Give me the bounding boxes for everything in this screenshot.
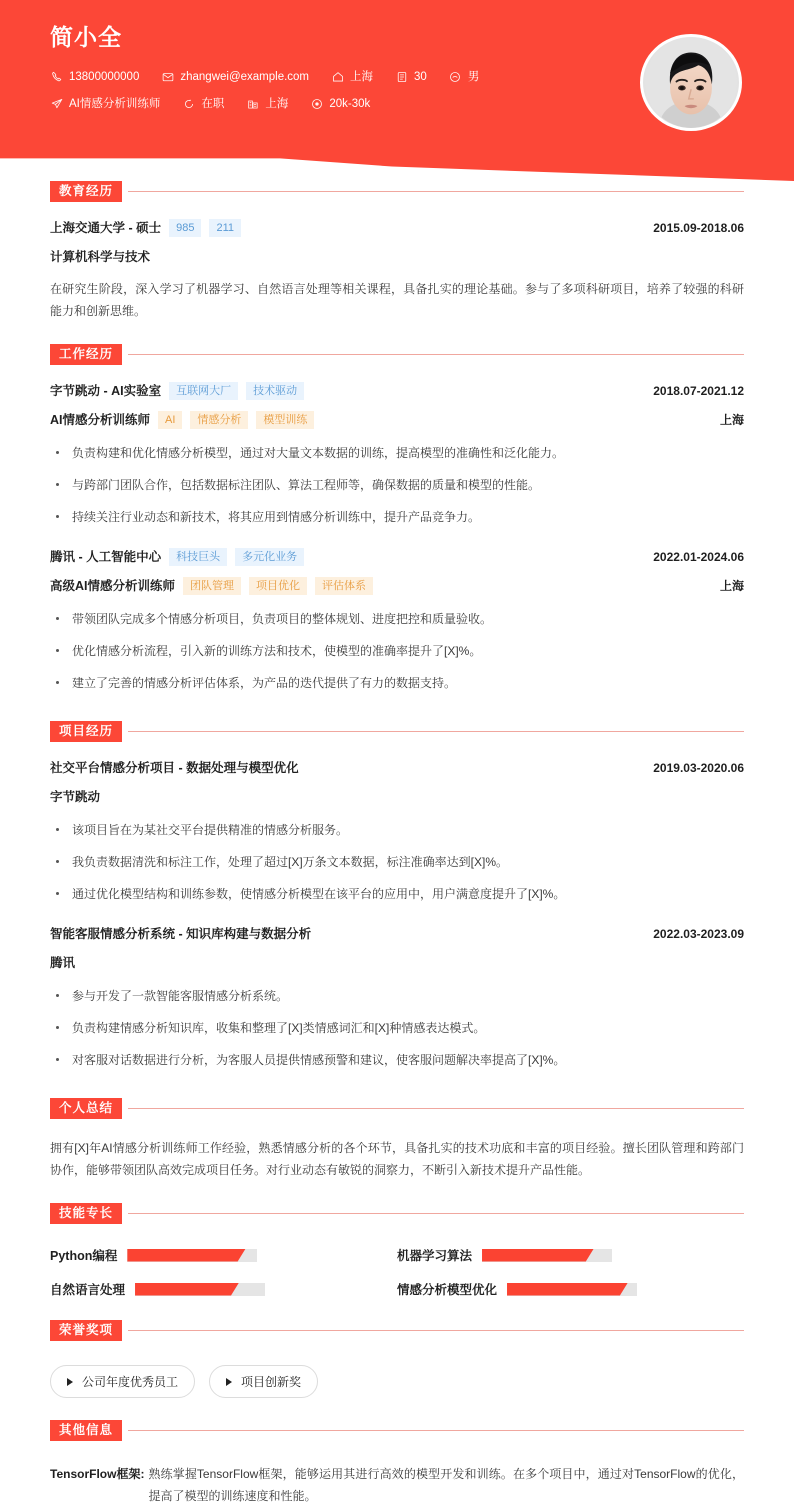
- work-role-group: [50, 410, 322, 430]
- section-title-other: 其他信息: [50, 1420, 122, 1441]
- section-rule: [128, 191, 744, 192]
- work-entry: [50, 533, 744, 699]
- work-bullet: 建立了完善的情感分析评估体系，为产品的迭代提供了有力的数据支持。: [50, 667, 744, 699]
- section-work: [50, 344, 744, 699]
- work-company: 腾讯 - 人工智能中心: [50, 550, 162, 564]
- spacer: [50, 699, 744, 721]
- project-company: 字节跳动: [50, 790, 101, 804]
- project-bullets: [50, 814, 744, 910]
- avatar: [640, 34, 742, 131]
- candidate-name: 简小全: [50, 24, 122, 50]
- section-title-summary: 个人总结: [50, 1098, 122, 1119]
- section-header-education: [50, 181, 744, 202]
- skill-bar-track: [127, 1249, 257, 1262]
- desired-city: [246, 91, 288, 117]
- other-info-text: 熟练掌握TensorFlow框架，能够运用其进行高效的模型开发和训练。在多个项目中，通过对TensorFlow的优化，提高了模型的训练速度和性能。: [148, 1467, 744, 1503]
- education-entry: [50, 202, 744, 322]
- skill-bar-fill: [127, 1249, 245, 1262]
- work-company-tag: 多元化业务: [235, 548, 304, 566]
- project-name: 社交平台情感分析项目 - 数据处理与模型优化: [50, 761, 299, 775]
- skill-item: [50, 1246, 397, 1264]
- work-role-row: [50, 576, 744, 596]
- work-bullets: [50, 437, 744, 533]
- spacer: [50, 1181, 744, 1203]
- section-rule: [128, 354, 744, 355]
- skill-bar-track: [507, 1283, 637, 1296]
- education-tag: 985: [169, 219, 201, 237]
- spacer: [50, 322, 744, 344]
- work-entry: [50, 365, 744, 533]
- desired-salary: [310, 91, 370, 117]
- play-triangle-icon: [226, 1378, 232, 1386]
- work-bullet: 持续关注行业动态和新技术，将其应用到情感分析训练中，提升产品竞争力。: [50, 501, 744, 533]
- contact-hometown: [331, 64, 373, 90]
- section-header-work: [50, 344, 744, 365]
- project-bullet: 负责构建情感分析知识库，收集和整理了[X]类情感词汇和[X]种情感表达模式。: [50, 1012, 744, 1044]
- work-date: 2022.01-2024.06: [653, 550, 744, 564]
- education-entry-header: [50, 218, 744, 238]
- city-icon: [246, 98, 259, 111]
- work-company-tag: 科技巨头: [169, 548, 227, 566]
- work-bullet: 优化情感分析流程，引入新的训练方法和技术，使模型的准确率提升了[X]%。: [50, 635, 744, 667]
- avatar-photo: [643, 37, 739, 128]
- work-entry-header: [50, 547, 744, 567]
- work-role-tag: 评估体系: [315, 577, 373, 595]
- skill-bar-fill: [482, 1249, 594, 1262]
- contact-age-value: 30: [414, 71, 427, 83]
- desired-city-value: 上海: [265, 98, 289, 110]
- spacer: [50, 1298, 744, 1320]
- honor-badge[interactable]: [209, 1365, 318, 1398]
- contact-gender: [449, 64, 480, 90]
- section-honors: [50, 1320, 744, 1398]
- work-bullet: 与跨部门团队合作，包括数据标注团队、算法工程师等，确保数据的质量和模型的性能。: [50, 469, 744, 501]
- work-company-tag: 互联网大厂: [169, 382, 238, 400]
- section-header-skills: [50, 1203, 744, 1224]
- section-header-other: [50, 1420, 744, 1441]
- section-rule: [128, 731, 744, 732]
- spacer: [50, 1076, 744, 1098]
- contact-phone: [50, 64, 139, 90]
- work-role-row: [50, 410, 744, 430]
- skill-label: 情感分析模型优化: [397, 1283, 498, 1297]
- project-entry-header: [50, 924, 744, 944]
- section-rule: [128, 1213, 744, 1214]
- section-title-skills: 技能专长: [50, 1203, 122, 1224]
- project-company: 腾讯: [50, 956, 76, 970]
- work-entry-header: [50, 381, 744, 401]
- education-school: 上海交通大学 - 硕士: [50, 221, 162, 235]
- section-education: [50, 181, 744, 322]
- work-bullets: [50, 603, 744, 699]
- skill-bar-track: [135, 1283, 265, 1296]
- section-title-projects: 项目经历: [50, 721, 122, 742]
- section-title-honors: 荣誉奖项: [50, 1320, 122, 1341]
- project-name: 智能客服情感分析系统 - 知识库构建与数据分析: [50, 927, 312, 941]
- contact-phone-value: 13800000000: [69, 71, 140, 83]
- work-bullet: 负责构建和优化情感分析模型，通过对大量文本数据的训练，提高模型的准确性和泛化能力。: [50, 437, 744, 469]
- gender-icon: [449, 71, 462, 84]
- section-title-work: 工作经历: [50, 344, 122, 365]
- project-bullet: 对客服对话数据进行分析，为客服人员提供情感预警和建议，使客服问题解决率提高了[X]%。: [50, 1044, 744, 1076]
- desired-position-value: AI情感分析训练师: [69, 98, 161, 110]
- salary-icon: [310, 98, 323, 111]
- contact-email: [161, 64, 309, 90]
- job-status-value: 在职: [201, 98, 225, 110]
- project-date: 2022.03-2023.09: [653, 927, 744, 941]
- paper-plane-icon: [50, 98, 63, 111]
- education-tag: 211: [209, 219, 241, 237]
- honor-label: 公司年度优秀员工: [82, 1375, 179, 1389]
- mail-icon: [161, 71, 174, 84]
- contact-email-value: zhangwei@example.com: [180, 71, 310, 83]
- play-triangle-icon: [67, 1378, 73, 1386]
- project-entry: [50, 742, 744, 910]
- status-icon: [182, 98, 195, 111]
- skill-label: 机器学习算法: [397, 1249, 473, 1263]
- spacer: [50, 1398, 744, 1420]
- work-role: 高级AI情感分析训练师: [50, 579, 176, 593]
- section-header-projects: [50, 721, 744, 742]
- work-bullet: 带领团队完成多个情感分析项目，负责项目的整体规划、进度把控和质量验收。: [50, 603, 744, 635]
- other-info-label: TensorFlow框架:: [50, 1467, 145, 1481]
- work-role-tag: 情感分析: [190, 411, 248, 429]
- project-bullet: 该项目旨在为某社交平台提供精准的情感分析服务。: [50, 814, 744, 846]
- section-summary: [50, 1098, 744, 1181]
- skill-item: [397, 1246, 744, 1264]
- skill-label: Python编程: [50, 1249, 118, 1263]
- work-role-tag: AI: [158, 411, 182, 429]
- skill-bar-fill: [135, 1283, 239, 1296]
- section-projects: [50, 721, 744, 1076]
- work-company-tag: 技术驱动: [246, 382, 304, 400]
- resume-body: [0, 181, 794, 1507]
- job-status: [182, 91, 224, 117]
- work-location: 上海: [719, 579, 744, 593]
- honor-label: 项目创新奖: [241, 1375, 302, 1389]
- work-location: 上海: [719, 413, 744, 427]
- work-role-tag: 项目优化: [249, 577, 307, 595]
- skill-item: [397, 1280, 744, 1298]
- contact-age: [395, 64, 427, 90]
- work-company-group: [50, 547, 312, 567]
- desired-salary-value: 20k-30k: [329, 98, 371, 110]
- honor-badge[interactable]: [50, 1365, 195, 1398]
- work-role: AI情感分析训练师: [50, 413, 151, 427]
- project-entry-header: [50, 758, 744, 778]
- section-header-honors: [50, 1320, 744, 1341]
- skill-label: 自然语言处理: [50, 1283, 126, 1297]
- skill-item: [50, 1280, 397, 1298]
- project-date: 2019.03-2020.06: [653, 761, 744, 775]
- project-entry: [50, 910, 744, 1076]
- work-date: 2018.07-2021.12: [653, 384, 744, 398]
- project-bullet: 通过优化模型结构和训练参数，使情感分析模型在该平台的应用中，用户满意度提升了[X]%。: [50, 878, 744, 910]
- work-role-group: [50, 576, 381, 596]
- project-bullets: [50, 980, 744, 1076]
- section-rule: [128, 1430, 744, 1431]
- section-rule: [128, 1108, 744, 1109]
- home-icon: [331, 71, 344, 84]
- work-role-tag: 模型训练: [256, 411, 314, 429]
- section-skills: [50, 1203, 744, 1298]
- skills-grid: [50, 1224, 744, 1298]
- contact-gender-value: 男: [467, 71, 480, 83]
- summary-text: 拥有[X]年AI情感分析训练师工作经验，熟悉情感分析的各个环节，具备扎实的技术功底和丰富的项目经验。擅长团队管理和跨部门协作，能够带领团队高效完成项目任务。对行业动态有敏锐的洞察力，不断引入新技术提升产品性能。: [50, 1141, 744, 1177]
- work-company: 字节跳动 - AI实验室: [50, 384, 162, 398]
- skill-bar-fill: [507, 1283, 628, 1296]
- education-description: 在研究生阶段，深入学习了机器学习、自然语言处理等相关课程，具备扎实的理论基础。参与了多项科研项目，培养了较强的科研能力和创新思维。: [50, 282, 744, 318]
- id-card-icon: [395, 71, 408, 84]
- other-info-item: [50, 1441, 744, 1507]
- education-major: 计算机科学与技术: [50, 250, 151, 264]
- section-header-summary: [50, 1098, 744, 1119]
- section-title-education: 教育经历: [50, 181, 122, 202]
- honors-list: [50, 1341, 744, 1398]
- resume-header: [0, 0, 794, 181]
- education-date: 2015.09-2018.06: [653, 221, 744, 235]
- section-other: [50, 1420, 744, 1507]
- project-bullet: 参与开发了一款智能客服情感分析系统。: [50, 980, 744, 1012]
- desired-position: [50, 91, 160, 117]
- section-rule: [128, 1330, 744, 1331]
- phone-icon: [50, 71, 63, 84]
- skill-bar-track: [482, 1249, 612, 1262]
- work-company-group: [50, 381, 312, 401]
- contact-hometown-value: 上海: [350, 71, 374, 83]
- education-school-group: [50, 218, 249, 238]
- work-role-tag: 团队管理: [183, 577, 241, 595]
- project-bullet: 我负责数据清洗和标注工作，处理了超过[X]万条文本数据，标注准确率达到[X]%。: [50, 846, 744, 878]
